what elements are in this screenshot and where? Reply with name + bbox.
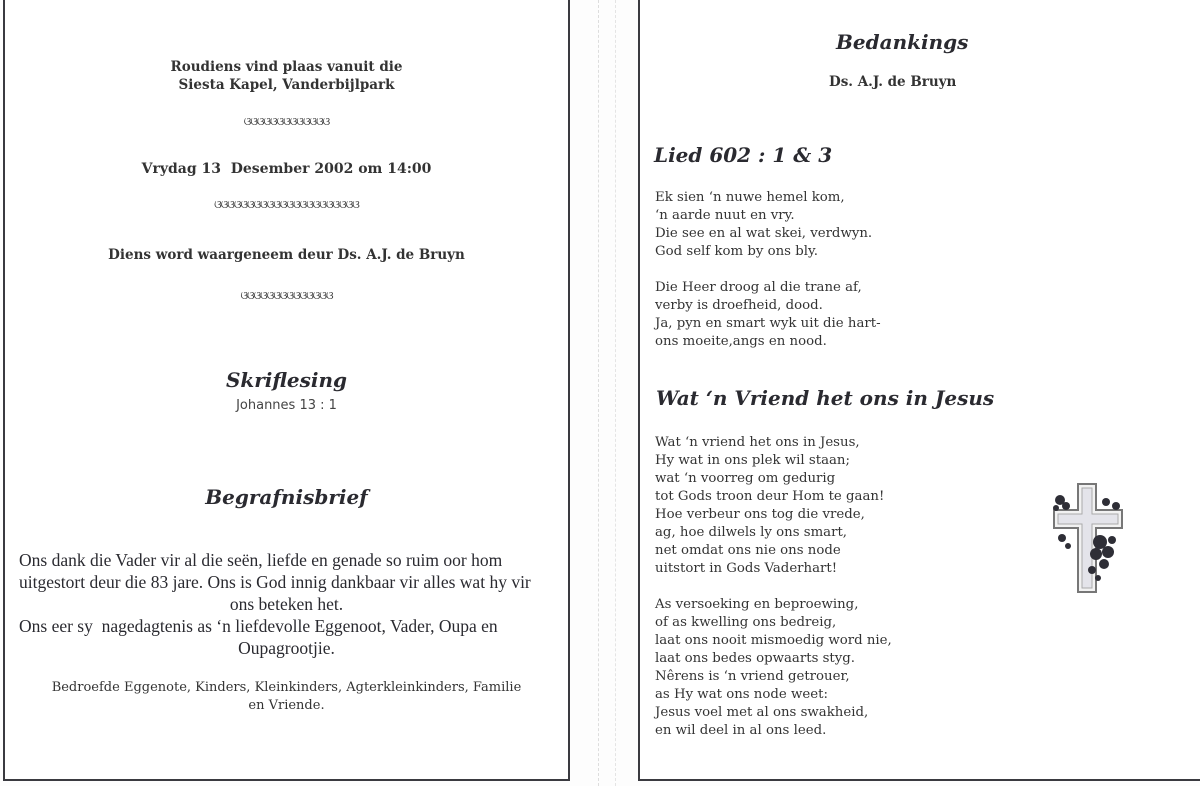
- letter-line: ons beteken het.: [229, 594, 344, 614]
- letter-line: Ons dank die Vader vir al die seën, liefde en genade so ruim oor hom: [19, 550, 503, 570]
- verse-line: ons moeite,angs en nood.: [655, 334, 827, 349]
- right-page: [638, 0, 1200, 781]
- thanks-name: Ds. A.J. de Bruyn: [829, 74, 957, 90]
- verse-line: verby is droefheid, dood.: [655, 298, 823, 313]
- letter-line: Oupagrootjie.: [238, 638, 335, 658]
- verse-line: Hy wat in ons plek wil staan;: [655, 453, 850, 468]
- hymn2-heading: Wat ‘n Vriend het ons in Jesus: [656, 386, 995, 410]
- verse-line: Die see en al wat skei, verdwyn.: [655, 226, 873, 241]
- letter-line: Ons eer sy nagedagtenis as ‘n liefdevolle Eggenoot, Vader, Oupa en: [19, 616, 498, 636]
- verse-line: uitstort in Gods Vaderhart!: [655, 561, 838, 576]
- verse-line: Jesus voel met al ons swakheid,: [655, 705, 869, 720]
- ornament-divider: ଓଓଓଓଓଓଓଓଓଓଓଓଓଓଓଓଓଓଓଓଓଓ: [214, 198, 359, 211]
- page-fold: [598, 0, 616, 786]
- verse-line: Nêrens is ‘n vriend getrouer,: [655, 669, 850, 684]
- verse-line: laat ons bedes opwaarts styg.: [655, 651, 856, 666]
- verse-line: God self kom by ons bly.: [655, 244, 818, 259]
- signoff-line: Bedroefde Eggenote, Kinders, Kleinkinders, Agterkleinkinders, Familie: [51, 680, 522, 695]
- verse-line: Wat ‘n vriend het ons in Jesus,: [655, 435, 860, 450]
- signoff-line: en Vriende.: [248, 698, 325, 713]
- scripture-heading: Skriflesing: [225, 368, 348, 392]
- ornament-divider: ଓଓଓଓଓଓଓଓଓଓଓଓଓଓ: [240, 289, 333, 302]
- venue-line-2: Siesta Kapel, Vanderbijlpark: [178, 77, 395, 93]
- verse-line: of as kwelling ons bedreig,: [655, 615, 837, 630]
- verse-line: Die Heer droog al die trane af,: [655, 280, 862, 295]
- verse-line: ag, hoe dilwels ly ons smart,: [655, 525, 848, 540]
- verse-line: Ja, pyn en smart wyk uit die hart-: [655, 316, 881, 331]
- hymn2-verse: [655, 434, 892, 740]
- hymn1-verse: [655, 189, 881, 351]
- letter-line: uitgestort deur die 83 jare. Ons is God innig dankbaar vir alles wat hy vir: [19, 572, 531, 592]
- letter-heading: Begrafnisbrief: [205, 485, 368, 509]
- verse-line: tot Gods troon deur Hom te gaan!: [655, 489, 885, 504]
- hymn1-heading: Lied 602 : 1 & 3: [654, 143, 833, 167]
- venue-line-1: Roudiens vind plaas vanuit die: [170, 59, 403, 75]
- service-datetime: Vrydag 13 Desember 2002 om 14:00: [141, 161, 432, 177]
- verse-line: Hoe verbeur ons tog die vrede,: [655, 507, 865, 522]
- ornament-divider: ଓଓଓଓଓଓଓଓଓଓଓଓଓ: [243, 115, 330, 128]
- verse-line: as Hy wat ons node weet:: [655, 687, 828, 702]
- verse-line: wat ‘n voorreg om gedurig: [655, 471, 836, 486]
- verse-line: As versoeking en beproewing,: [655, 597, 859, 612]
- thanks-heading: Bedankings: [836, 30, 969, 54]
- left-page: [3, 0, 570, 781]
- cross-with-flowers-icon: [1050, 482, 1126, 594]
- verse-line: en wil deel in al ons leed.: [655, 723, 827, 738]
- scripture-reference: Johannes 13 : 1: [236, 398, 337, 413]
- verse-line: ‘n aarde nuut en vry.: [655, 208, 795, 223]
- verse-line: Ek sien ‘n nuwe hemel kom,: [655, 190, 845, 205]
- officiant: Diens word waargeneem deur Ds. A.J. de Bruyn: [108, 247, 465, 263]
- verse-line: laat ons nooit mismoedig word nie,: [655, 633, 892, 648]
- verse-line: net omdat ons nie ons node: [655, 543, 841, 558]
